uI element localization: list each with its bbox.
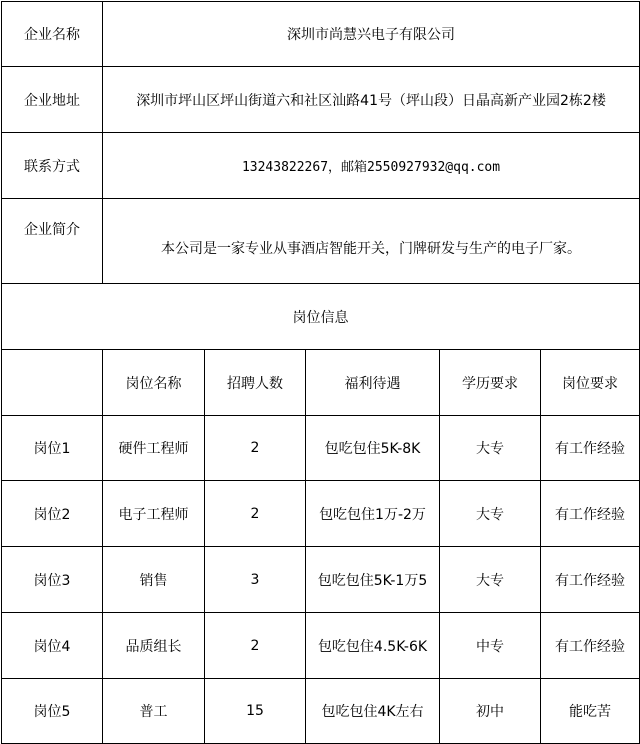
job-education: 大专 xyxy=(440,547,541,613)
company-intro-label: 企业简介 xyxy=(2,199,103,284)
company-name-label: 企业名称 xyxy=(2,2,103,67)
company-name-row xyxy=(2,2,640,67)
company-contact-row xyxy=(2,133,640,199)
job-header-row xyxy=(2,350,640,416)
company-intro-row xyxy=(2,199,640,284)
job-header-cell: 岗位名称 xyxy=(103,350,205,416)
job-header-cell: 岗位要求 xyxy=(541,350,640,416)
company-contact-value: 13243822267，邮箱2550927932@qq.com xyxy=(103,133,640,199)
job-id: 岗位3 xyxy=(2,547,103,613)
job-header-cell xyxy=(2,350,103,416)
job-count: 15 xyxy=(205,679,306,744)
job-benefits: 包吃包住5K-8K xyxy=(306,416,440,481)
job-benefits: 包吃包住4.5K-6K xyxy=(306,613,440,679)
job-header-cell: 招聘人数 xyxy=(205,350,306,416)
job-requirement: 有工作经验 xyxy=(541,416,640,481)
job-title: 电子工程师 xyxy=(103,481,205,547)
job-count: 2 xyxy=(205,416,306,481)
job-id: 岗位2 xyxy=(2,481,103,547)
job-title: 品质组长 xyxy=(103,613,205,679)
job-education: 中专 xyxy=(440,613,541,679)
job-education: 大专 xyxy=(440,481,541,547)
job-title: 销售 xyxy=(103,547,205,613)
job-id: 岗位4 xyxy=(2,613,103,679)
company-address-value: 深圳市坪山区坪山街道六和社区汕路41号（坪山段）日晶高新产业园2栋2楼 xyxy=(103,67,640,133)
job-header-cell: 学历要求 xyxy=(440,350,541,416)
job-row xyxy=(2,679,640,744)
job-education: 初中 xyxy=(440,679,541,744)
job-requirement: 能吃苦 xyxy=(541,679,640,744)
job-header-cell: 福利待遇 xyxy=(306,350,440,416)
jobs-section-row xyxy=(2,284,640,350)
company-address-label: 企业地址 xyxy=(2,67,103,133)
job-row xyxy=(2,481,640,547)
job-id: 岗位1 xyxy=(2,416,103,481)
job-requirement: 有工作经验 xyxy=(541,547,640,613)
company-intro-value: 本公司是一家专业从事酒店智能开关，门牌研发与生产的电子厂家。 xyxy=(103,199,640,284)
job-row xyxy=(2,416,640,481)
job-count: 3 xyxy=(205,547,306,613)
job-requirement: 有工作经验 xyxy=(541,481,640,547)
job-row xyxy=(2,547,640,613)
job-requirement: 有工作经验 xyxy=(541,613,640,679)
job-id: 岗位5 xyxy=(2,679,103,744)
job-education: 大专 xyxy=(440,416,541,481)
job-title: 普工 xyxy=(103,679,205,744)
job-title: 硬件工程师 xyxy=(103,416,205,481)
job-count: 2 xyxy=(205,481,306,547)
job-row xyxy=(2,613,640,679)
company-address-row xyxy=(2,67,640,133)
company-contact-label: 联系方式 xyxy=(2,133,103,199)
company-name-value: 深圳市尚慧兴电子有限公司 xyxy=(103,2,640,67)
job-count: 2 xyxy=(205,613,306,679)
recruitment-table xyxy=(1,1,640,744)
job-benefits: 包吃包住1万-2万 xyxy=(306,481,440,547)
jobs-section-title: 岗位信息 xyxy=(2,284,640,350)
job-benefits: 包吃包住5K-1万5 xyxy=(306,547,440,613)
job-benefits: 包吃包住4K左右 xyxy=(306,679,440,744)
